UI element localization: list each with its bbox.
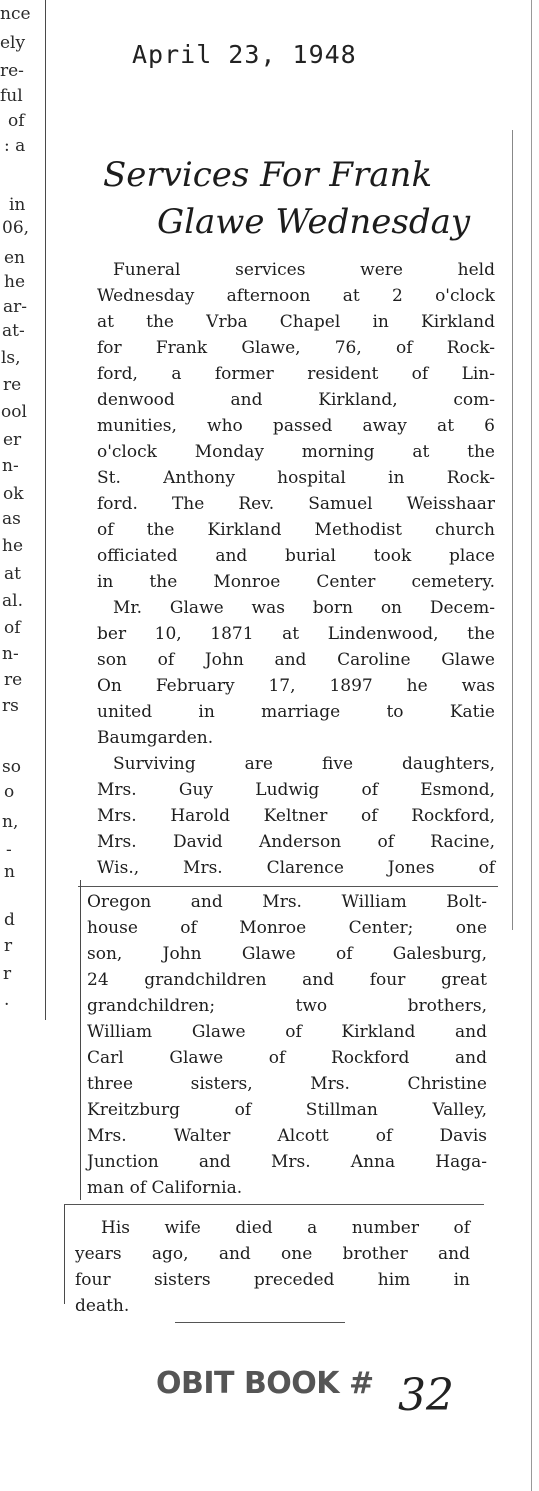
adjacent-fragment: n- (2, 644, 19, 664)
adjacent-fragment: as (2, 509, 21, 529)
body-line: St. Anthony hospital in Rock- (97, 468, 495, 488)
body-line: at the Vrba Chapel in Kirkland (97, 312, 495, 332)
body-line: Wis., Mrs. Clarence Jones of (97, 858, 495, 878)
cut-line (78, 886, 498, 887)
body-line: four sisters preceded him in (75, 1270, 470, 1290)
body-line: 24 grandchildren and four great (87, 970, 487, 990)
body-line: Mr. Glawe was born on Decem- (113, 598, 495, 618)
adjacent-fragment: ok (3, 484, 24, 504)
clipping-edge-right (512, 130, 513, 930)
adjacent-fragment: in (9, 195, 26, 215)
obit-book-stamp: OBIT BOOK # (156, 1366, 374, 1401)
adjacent-fragment: n (4, 862, 15, 882)
body-line: son of John and Caroline Glawe (97, 650, 495, 670)
cut-edge-section2 (80, 880, 81, 1200)
body-line: Kreitzburg of Stillman Valley, (87, 1100, 487, 1120)
adjacent-fragment: at- (2, 321, 25, 341)
body-line: Funeral services were held (113, 260, 495, 280)
body-line: Oregon and Mrs. William Bolt- (87, 892, 487, 912)
body-line: denwood and Kirkland, com- (97, 390, 495, 410)
body-line: Carl Glawe of Rockford and (87, 1048, 487, 1068)
body-line: officiated and burial took place (97, 546, 495, 566)
body-line: man of California. (87, 1178, 243, 1198)
body-line: Mrs. David Anderson of Racine, (97, 832, 495, 852)
body-line: three sisters, Mrs. Christine (87, 1074, 487, 1094)
body-line: Mrs. Harold Keltner of Rockford, (97, 806, 495, 826)
adjacent-fragment: nce (0, 4, 31, 24)
adjacent-fragment: re (4, 670, 23, 690)
adjacent-fragment: o (4, 782, 15, 802)
body-line: for Frank Glawe, 76, of Rock- (97, 338, 495, 358)
body-line: son, John Glawe of Galesburg, (87, 944, 487, 964)
adjacent-fragment: d (4, 910, 15, 930)
body-line: grandchildren; two brothers, (87, 996, 487, 1016)
body-line: On February 17, 1897 he was (97, 676, 495, 696)
adjacent-fragment: ar- (3, 297, 28, 317)
adjacent-fragment: ely (0, 33, 26, 53)
body-line: Mrs. Guy Ludwig of Esmond, (97, 780, 495, 800)
headline-line-2: Glawe Wednesday (157, 202, 471, 242)
adjacent-column-clip (0, 0, 42, 1020)
cut-line (64, 1204, 484, 1205)
body-line: His wife died a number of (101, 1218, 470, 1238)
body-line: Mrs. Walter Alcott of Davis (87, 1126, 487, 1146)
clipping-edge-far-right (531, 0, 532, 1491)
end-rule (175, 1322, 345, 1323)
body-line: ford, a former resident of Lin- (97, 364, 495, 384)
adjacent-fragment: re- (0, 61, 24, 81)
adjacent-fragment: so (2, 757, 21, 777)
body-line: o'clock Monday morning at the (97, 442, 495, 462)
adjacent-fragment: al. (2, 591, 23, 611)
adjacent-fragment: : a (4, 136, 26, 156)
adjacent-fragment: at (4, 564, 21, 584)
body-line: of the Kirkland Methodist church (97, 520, 495, 540)
adjacent-fragment: er (3, 430, 22, 450)
column-rule-left (45, 0, 46, 1020)
body-line: death. (75, 1296, 130, 1316)
adjacent-fragment: of (4, 618, 21, 638)
adjacent-fragment: 06, (2, 218, 30, 238)
body-line: munities, who passed away at 6 (97, 416, 495, 436)
adjacent-fragment: n- (2, 456, 19, 476)
adjacent-fragment: re (3, 375, 22, 395)
adjacent-fragment: r (4, 936, 13, 956)
clipping-date: April 23, 1948 (132, 40, 357, 69)
handwritten-book-number: 32 (398, 1370, 454, 1421)
column-rule-section3 (64, 1204, 65, 1304)
adjacent-fragment: of (8, 111, 25, 131)
adjacent-fragment: rs (2, 696, 19, 716)
headline-line-1: Services For Frank (103, 155, 433, 195)
body-line: Surviving are five daughters, (113, 754, 495, 774)
adjacent-fragment: he (2, 536, 24, 556)
body-line: Wednesday afternoon at 2 o'clock (97, 286, 495, 306)
body-line: years ago, and one brother and (75, 1244, 470, 1264)
body-line: house of Monroe Center; one (87, 918, 487, 938)
adjacent-fragment: ool (1, 402, 27, 422)
adjacent-fragment: ls, (1, 348, 21, 368)
adjacent-fragment: he (4, 272, 26, 292)
adjacent-fragment: ful (0, 86, 23, 106)
body-line: William Glawe of Kirkland and (87, 1022, 487, 1042)
body-line: Junction and Mrs. Anna Haga- (87, 1152, 487, 1172)
body-line: in the Monroe Center cemetery. (97, 572, 495, 592)
adjacent-fragment: r (3, 964, 12, 984)
body-line: ford. The Rev. Samuel Weisshaar (97, 494, 495, 514)
body-line: united in marriage to Katie (97, 702, 495, 722)
adjacent-fragment: . (4, 990, 10, 1010)
adjacent-fragment: en (4, 248, 26, 268)
body-line: Baumgarden. (97, 728, 214, 748)
adjacent-fragment: - (6, 840, 12, 860)
adjacent-fragment: n, (2, 812, 19, 832)
body-line: ber 10, 1871 at Lindenwood, the (97, 624, 495, 644)
